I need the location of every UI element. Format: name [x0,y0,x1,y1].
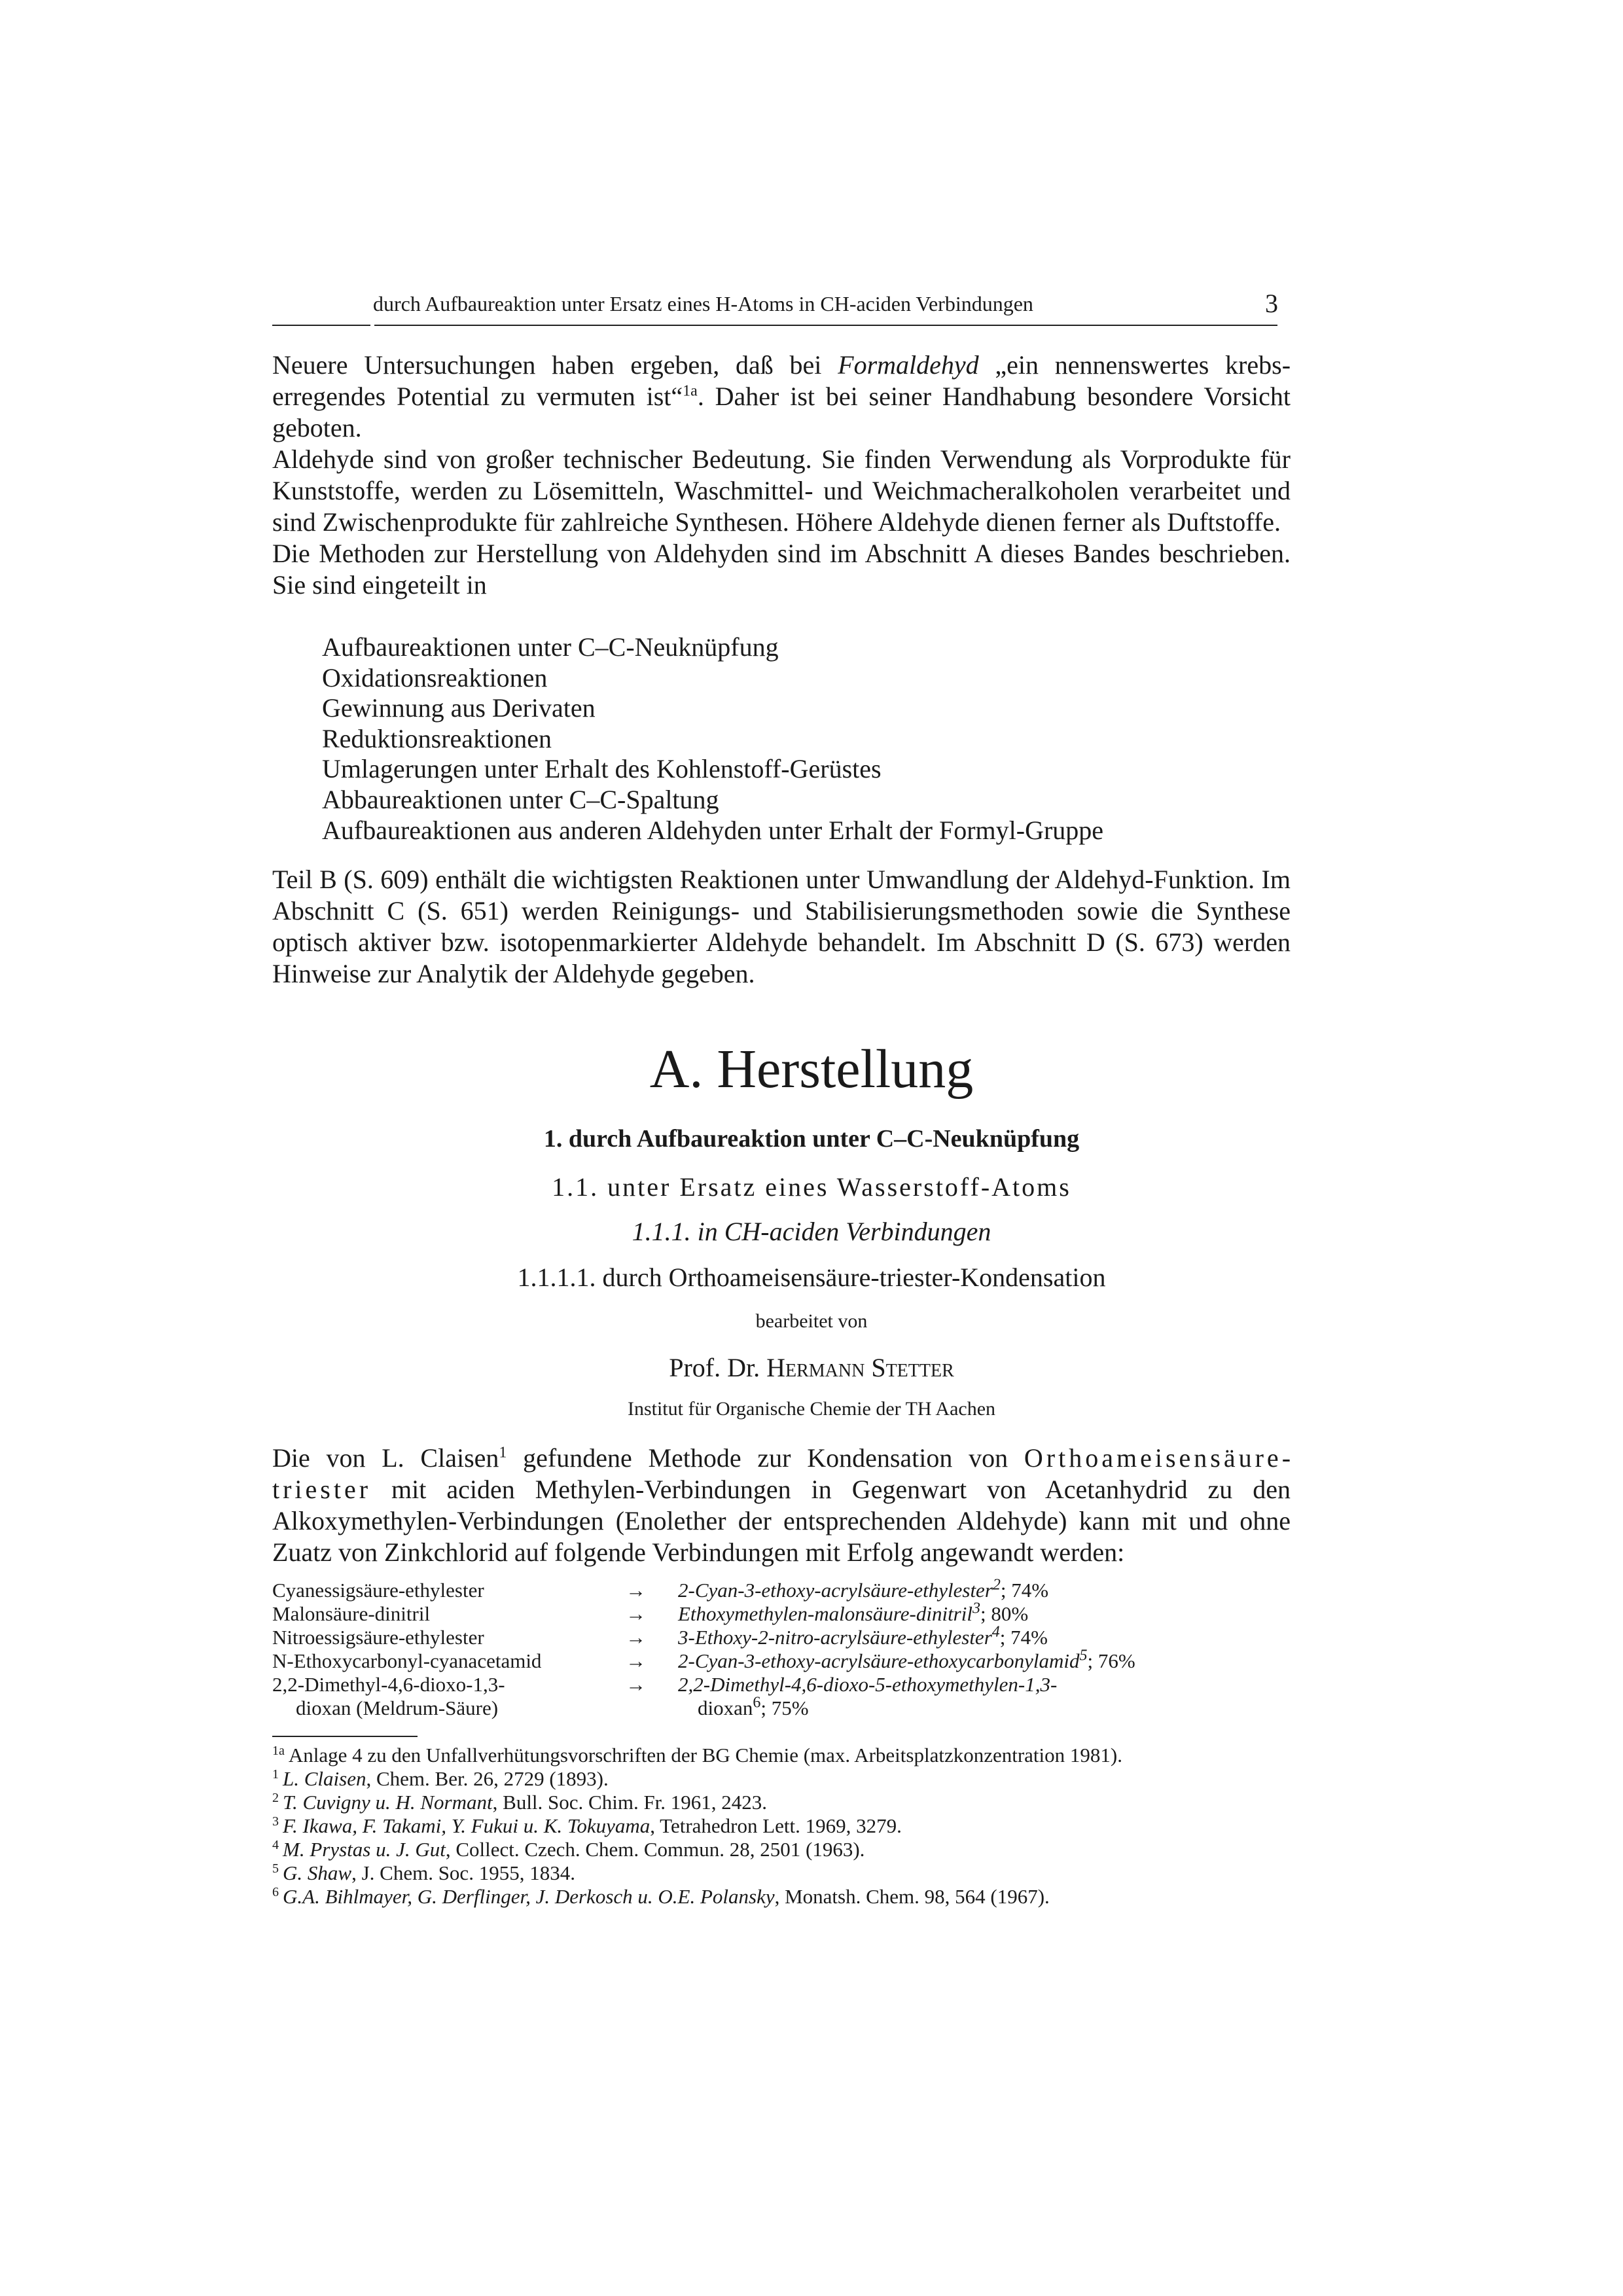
spaced-term: Orthoameisensäuretriester [272,1443,1291,1504]
section-title: A. Herstellung [649,1039,974,1100]
heading-level-2: 1.1. unter Ersatz eines Wasserstoff-Atoms [552,1172,1071,1202]
body-paragraph: Die von L. Claisen$^1$ gefundene Methode zur Kondensation von Orthoameisensäuretriester mit aciden Methylen-Verbindungen in Gegenwart von Acetanhydrid zu den Alkoxymethylen-Verbindungen (Enolether der entsprechenden Aldehyde) kann mit und ohne Zuatz von Zinkchlorid auf folgende Verbindungen mit Erfolg angewandt werden: [272,1443,1291,1567]
intro-paragraph-3: Die Methoden zur Herstellung von Aldehyden sind im Abschnitt A dieses Bandes beschrieben. Sie sind eingeteilt in [272,539,1291,600]
reactant: Nitroessigsäure-ethylester [272,1626,484,1649]
list-item: Abbaureaktionen unter C–C-Spaltung [322,784,719,814]
footnote: $^3$ F. Ikawa, F. Takami, Y. Fukui u. K. Tokuyama, Tetrahedron Lett. 1969, 3279. [272,1814,902,1837]
footnote-ref-1a: 1a [683,382,698,400]
heading-level-3: 1.1.1. in CH-aciden Verbindungen [632,1217,991,1246]
intro-paragraph-2: Aldehyde sind von großer technischer Bedeutung. Sie finden Verwendung als Vorprodukte für Kunststoffe, werden zu Lösemitteln, Waschmittel- und Weichmacheralkoholen verarbeitet und sind Zwischenprodukte für zahlreiche Synthesen. Höhere Aldehyde dienen ferner als Duftstoffe. [272,444,1291,537]
product: 2-Cyan-3-ethoxy-acrylsäure-ethoxycarbonylamid$^5$; 76% [678,1647,1135,1672]
arrow-icon: → [626,1673,646,1696]
intro-paragraph-1: Neuere Untersuchungen haben ergeben, daß bei Formaldehyd „ein nennenswertes krebserregendes Potential zu vermuten ist“$^{1a}$. Daher ist bei seiner Handhabung besondere Vorsicht geboten. [272,350,1291,442]
author: Prof. Dr. Hermann Stetter [669,1353,954,1382]
footnote: $^6$ G.A. Bihlmayer, G. Derflinger, J. Derkosch u. O.E. Polansky, Monatsh. Chem. 98, 564 (1967). [272,1884,1050,1908]
running-head: durch Aufbaureaktion unter Ersatz eines H-Atoms in CH-aciden Verbindungen [373,292,1033,315]
heading-level-4: 1.1.1.1. durch Orthoameisensäure-triester-Kondensation [517,1263,1106,1292]
reactant: Malonsäure-dinitril [272,1602,431,1625]
list-item: Gewinnung aus Derivaten [322,693,596,723]
reactant: Cyanessigsäure-ethylester [272,1579,484,1602]
heading-level-1: 1. durch Aufbaureaktion unter C–C-Neuknüpfung [543,1125,1080,1153]
list-item: Aufbaureaktionen unter C–C-Neuknüpfung [322,632,779,662]
product: 3-Ethoxy-2-nitro-acrylsäure-ethylester$^4$; 74% [678,1623,1048,1649]
header-rule-left [272,325,370,326]
intro-paragraphs [272,350,1291,601]
edited-by: bearbeitet von [755,1310,868,1332]
reactant: dioxan (Meldrum-Säure) [296,1696,499,1719]
formaldehyd-term: Formaldehyd [838,350,979,380]
header-rule [374,325,1277,326]
list-item: Reduktionsreaktionen [322,723,552,753]
institute: Institut für Organische Chemie der TH Aachen [627,1398,996,1420]
footnotes [272,1744,1122,1909]
footnote: $^5$ G. Shaw, J. Chem. Soc. 1955, 1834. [272,1861,575,1884]
method-list [322,632,1103,846]
list-item: Oxidationsreaktionen [322,662,548,692]
product: dioxan$^6$; 75% [698,1694,809,1719]
intro-paragraph-4: Teil B (S. 609) enthält die wichtigsten Reaktionen unter Umwandlung der Aldehyd-Funktion. Im Abschnitt C (S. 651) werden Reinigungs- und Stabilisierungsmethoden sowie die Synthese optisch aktiver bzw. isotopenmarkierter Aldehyde behandelt. Im Abschnitt D (S. 673) werden Hinweise zur Analytik der Aldehyde gegeben. [272,865,1291,988]
footnote: $^{1a}$ Anlage 4 zu den Unfallverhütungsvorschriften der BG Chemie (max. Arbeitsplatzkonzentration 1981). [272,1743,1122,1767]
footnote: $^1$ L. Claisen, Chem. Ber. 26, 2729 (1893). [272,1767,609,1790]
footnote: $^4$ M. Prystas u. J. Gut, Collect. Czech. Chem. Commun. 28, 2501 (1963). [272,1837,865,1861]
author-name: Hermann Stetter [766,1353,954,1382]
arrow-icon: → [626,1649,646,1672]
product: 2,2-Dimethyl-4,6-dioxo-5-ethoxymethylen-1,3- [678,1673,1058,1696]
arrow-icon: → [626,1602,646,1625]
product: Ethoxymethylen-malonsäure-dinitril$^3$; 80% [678,1600,1029,1625]
footnote: $^2$ T. Cuvigny u. H. Normant, Bull. Soc. Chim. Fr. 1961, 2423. [272,1790,768,1814]
list-item: Aufbaureaktionen aus anderen Aldehyden unter Erhalt der Formyl-Gruppe [322,815,1104,845]
reactant: 2,2-Dimethyl-4,6-dioxo-1,3- [272,1673,505,1696]
reactant: N-Ethoxycarbonyl-cyanacetamid [272,1649,542,1672]
page-number: 3 [1265,289,1278,318]
product: 2-Cyan-3-ethoxy-acrylsäure-ethylester$^2$; 74% [678,1576,1049,1602]
footnote-rule [272,1736,418,1737]
arrow-icon: → [626,1626,646,1649]
list-item: Umlagerungen unter Erhalt des Kohlenstoff-Gerüstes [322,754,882,784]
arrow-icon: → [626,1579,646,1602]
footnote-ref-1: 1 [499,1444,507,1462]
